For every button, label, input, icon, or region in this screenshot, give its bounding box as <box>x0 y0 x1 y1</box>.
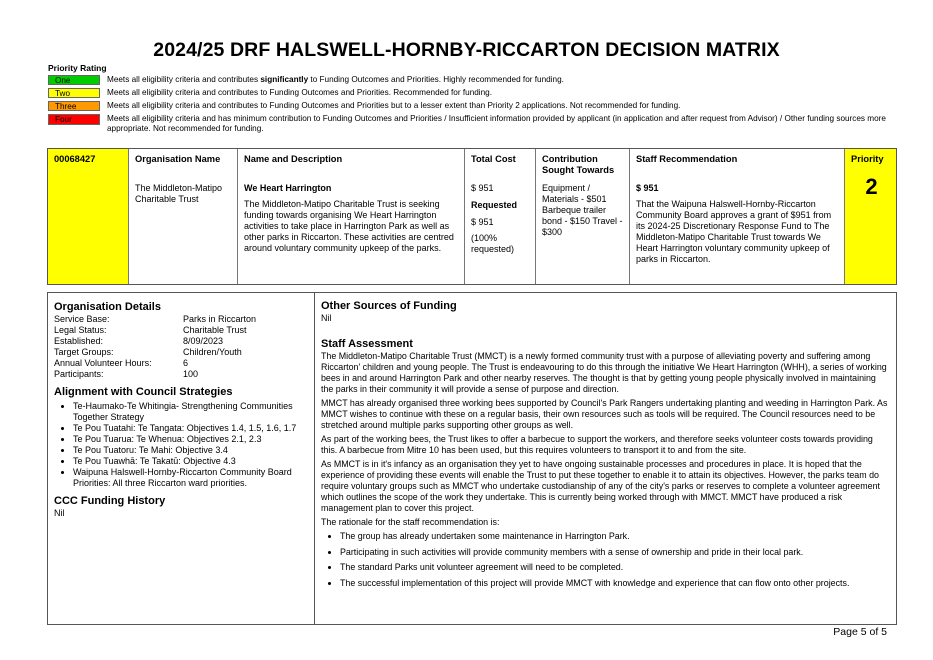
ccc-history-heading: CCC Funding History <box>54 495 166 507</box>
list-item: • The standard Parks unit volunteer agreement will need to be completed. <box>340 562 890 573</box>
staff-recommendation-cell <box>630 149 845 284</box>
contribution-header: Contribution Sought Towards <box>542 154 615 175</box>
staff-recommendation-header: Staff Recommendation <box>636 154 738 164</box>
organisation-cell <box>129 149 238 284</box>
detail-key: Established: <box>54 336 104 346</box>
alignment-list <box>54 401 308 489</box>
detail-key: Participants: <box>54 369 104 379</box>
total-cost-cell <box>465 149 536 284</box>
application-id: 00068427 <box>54 154 96 164</box>
assessment-paragraph: As part of the working bees, the Trust likes to offer a barbecue to support the workers, and therefore seeks volunteer costs towards providing this. A barbecue from Mitre 10 has been used, but this requires volunteers to transport it to and from the site. <box>321 433 873 455</box>
detail-row <box>54 369 308 380</box>
other-sources-text: Nil <box>321 313 332 323</box>
priority-description: Meets all eligibility criteria and contributes to Funding Outcomes and Priorities but to a lesser extent than Priority 2 applications. Not recommended for funding. <box>107 101 681 110</box>
staff-assessment-heading: Staff Assessment <box>321 337 413 350</box>
detail-value: 8/09/2023 <box>183 336 224 346</box>
detail-value: Parks in Riccarton <box>183 314 257 324</box>
list-item: • Te Pou Tuarua: Te Whenua: Objectives 2.1, 2.3 <box>73 434 308 445</box>
assessment-paragraph: The Middleton-Matipo Charitable Trust (MMCT) is a newly formed community trust with a purpose of alleviating poverty and suffering among Riccarton' children and young people. The Trust is endeavouring to do this through the initiative We Heart Harrington (WHH), a series of working bees in and around Harrington Park and other nearby reserves. The thought is that by getting young people physically involved in maintaining the parks in their community it will provide a sense of purpose and direction. <box>321 350 887 394</box>
priority-cell <box>845 149 896 284</box>
list-item: • Te Pou Tuatahi: Te Tangata: Objectives 1.4, 1.5, 1.6, 1.7 <box>73 423 308 434</box>
total-cost-header: Total Cost <box>471 154 516 164</box>
detail-value: Children/Youth <box>183 347 242 357</box>
details-panel <box>47 292 897 625</box>
priority-description: Meets all eligibility criteria and contributes significantly to Funding Outcomes and Priorities. Highly recommended for funding. <box>107 75 564 84</box>
list-item: • Waipuna Halswell-Hornby-Riccarton Community Board Priorities: All three Riccarton ward priorities. <box>73 467 308 489</box>
list-item: • Te Pou Tuawhā: Te Takatū: Objective 4.3 <box>73 456 308 467</box>
organisation-details-heading: Organisation Details <box>54 301 161 313</box>
assessment-paragraph: MMCT has already organised three working bees supported by Council's Park Rangers undertaking planting and weeding in Harrington Park. As MMCT wishes to continue with these on a regular basis, their own resources such as tools will be required. The Council resources need to be stretched around multiple parks supporting other groups as well. <box>321 397 888 430</box>
project-name: We Heart Harrington <box>244 183 332 193</box>
priority-value: 2 <box>865 174 878 199</box>
other-sources-heading: Other Sources of Funding <box>321 300 457 312</box>
detail-value: Charitable Trust <box>183 325 247 335</box>
list-item: • Te-Haumako-Te Whitingia- Strengthening Communities Together Strategy <box>73 401 308 423</box>
priority-description: Meets all eligibility criteria and has minimum contribution to Funding Outcomes and Priorities / Insufficient information provided by applicant (in application and after request from Advisor) / Other funding sources more appropriate. Not recommended for funding. <box>107 114 886 133</box>
list-item: • The group has already undertaken some maintenance in Harrington Park. <box>340 531 890 542</box>
requested-amount: $ 951 <box>471 217 494 227</box>
list-item: • The successful implementation of this project will provide MMCT with knowledge and experience that can flow onto other projects. <box>340 578 890 589</box>
detail-row <box>54 358 308 369</box>
detail-key: Target Groups: <box>54 347 114 357</box>
detail-row <box>54 336 308 347</box>
detail-key: Annual Volunteer Hours: <box>54 358 152 368</box>
application-id-cell <box>48 149 129 284</box>
organisation-name: The Middleton-Matipo Charitable Trust <box>135 183 223 204</box>
page-title: 2024/25 DRF HALSWELL-HORNBY-RICCARTON DECISION MATRIX <box>153 39 780 61</box>
detail-row <box>54 314 308 325</box>
rationale-list <box>321 531 890 589</box>
left-column <box>48 293 315 624</box>
name-description-header: Name and Description <box>244 154 343 164</box>
priority-description: Meets all eligibility criteria and contributes to Funding Outcomes and Priorities. Recommended for funding. <box>107 88 493 97</box>
priority-swatch-one: One <box>48 75 100 85</box>
priority-swatch-three: Three <box>48 101 100 111</box>
assessment-paragraph: The rationale for the staff recommendation is: <box>321 516 500 527</box>
alignment-heading: Alignment with Council Strategies <box>54 386 233 398</box>
detail-value: 6 <box>183 358 189 368</box>
priority-swatch-two: Two <box>48 88 100 98</box>
ccc-history-text: Nil <box>54 508 65 518</box>
detail-value: 100 <box>183 369 199 379</box>
priority-swatch-four: Four <box>48 114 100 125</box>
right-column <box>315 293 896 624</box>
assessment-paragraph: As MMCT is in it's infancy as an organisation they yet to have ongoing sustainable processes and procedures in place. It is hoped that the experience of providing these events will enable the Trust to put these together to enable it to attain its objectives. However, the parks team do require voluntary groups such as MMCT who undertake custodianship of any of the city's parks or reserves to complete a volunteer agreement which outlines the scope of the work they undertake. This is currently being worked through with MMCT. MMCT have produced a risk management plan to cover this project. <box>321 458 880 513</box>
staff-recommendation-amount: $ 951 <box>636 183 659 193</box>
priority-header: Priority <box>851 154 884 164</box>
requested-percent: (100% requested) <box>471 233 515 254</box>
contribution-cell <box>536 149 630 284</box>
application-summary-table <box>47 148 897 285</box>
organisation-header: Organisation Name <box>135 154 221 164</box>
project-description: The Middleton-Matipo Charitable Trust is seeking funding towards organising We Heart Harrington activities to take place in Harrington Park as well as other parks in Riccarton. These activities are centred around voluntary community upkeep of the parks. <box>244 199 454 253</box>
priority-rating-heading: Priority Rating <box>48 63 107 73</box>
page-number: Page 5 of 5 <box>833 626 887 638</box>
detail-row <box>54 347 308 358</box>
total-cost-value: $ 951 <box>471 183 494 193</box>
requested-label: Requested <box>471 200 518 210</box>
detail-row <box>54 325 308 336</box>
detail-key: Legal Status: <box>54 325 107 335</box>
staff-recommendation-text: That the Waipuna Halswell-Hornby-Riccarton Community Board approves a grant of $951 from its 2024-25 Discretionary Response Fund to The Middleton-Matipo Charitable Trust towards We Heart Harrington voluntary community upkeep of parks in Riccarton. <box>636 199 832 264</box>
list-item: • Te Pou Tuatoru: Te Mahi: Objective 3.4 <box>73 445 308 456</box>
list-item: • Participating in such activities will provide community members with a sense of ownership and pride in their local park. <box>340 547 890 558</box>
name-description-cell <box>238 149 465 284</box>
detail-key: Service Base: <box>54 314 110 324</box>
contribution-breakdown: Equipment / Materials - $501 Barbeque trailer bond - $150 Travel - $300 <box>542 183 623 237</box>
